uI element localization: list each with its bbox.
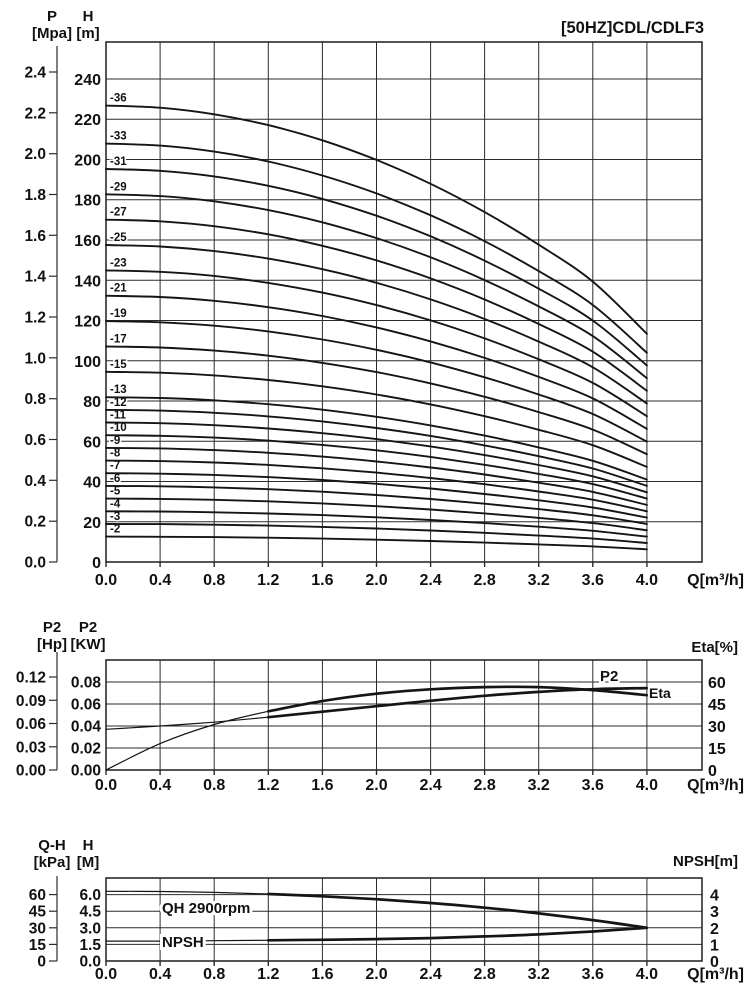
- x-tick-label: 1.2: [257, 966, 280, 983]
- x-tick-label: 2.4: [419, 966, 442, 983]
- x-tick-label: 0.8: [203, 966, 226, 983]
- stage-label: -25: [110, 232, 127, 244]
- kw-tick-label: 0.08: [70, 674, 101, 692]
- x-axis-unit-label: Q[m³/h]: [687, 777, 744, 794]
- h-tick-label: 200: [74, 152, 101, 170]
- stage-label: -11: [110, 409, 126, 422]
- h-tick-label: 240: [74, 72, 101, 89]
- x-tick-label: 0.4: [148, 777, 172, 794]
- npsh-tick-label: 1: [710, 937, 719, 955]
- h-tick-label: 120: [74, 313, 101, 331]
- curve-npsh-bold: [268, 928, 647, 941]
- x-axis-unit-label: Q[m³/h]: [687, 966, 744, 983]
- stage-label: -9: [110, 434, 121, 447]
- stage-label: -7: [110, 460, 121, 473]
- stage-label: -27: [110, 206, 127, 219]
- stage-label: -4: [110, 498, 121, 511]
- x-tick-label: 3.6: [581, 572, 604, 589]
- h-tick-label: 180: [74, 192, 101, 210]
- stage-label: -8: [110, 447, 121, 460]
- left-axis2-title: H: [82, 8, 94, 25]
- x-tick-label: 3.2: [527, 572, 550, 589]
- h-tick-label: 80: [83, 394, 101, 411]
- x-tick-label: 0.8: [203, 572, 226, 589]
- stage-label: -6: [110, 472, 121, 485]
- eta-tick-label: 0: [708, 763, 717, 780]
- x-tick-label: 1.6: [311, 966, 334, 983]
- x-tick-label: 3.2: [527, 777, 550, 794]
- x-tick-label: 1.6: [311, 777, 334, 794]
- x-tick-label: 2.8: [473, 777, 496, 794]
- p-tick-label: 2.4: [24, 64, 46, 82]
- x-axis-unit-label: Q[m³/h]: [687, 572, 744, 589]
- left-axis1-title: P2: [42, 619, 62, 636]
- hp-tick-label: 0.06: [15, 716, 46, 733]
- stage-label: -31: [110, 156, 127, 168]
- h-tick-label: 20: [83, 514, 101, 532]
- stage-label: -23: [110, 257, 127, 270]
- stage-label: -17: [110, 333, 127, 346]
- stage-label: -19: [110, 308, 127, 321]
- stage-label: -21: [110, 282, 127, 295]
- series-label-npsh: NPSH: [162, 934, 204, 951]
- x-tick-label: 1.6: [311, 572, 334, 589]
- p-tick-label: 0.2: [24, 513, 46, 531]
- stage-label: -12: [110, 396, 127, 409]
- m-tick-label: 4.5: [79, 903, 101, 921]
- m-tick-label: 6.0: [79, 887, 101, 905]
- eta-tick-label: 15: [708, 741, 726, 758]
- npsh-tick-label: 4: [710, 887, 719, 905]
- h-tick-label: 100: [74, 353, 101, 371]
- left-axis1-title: [Hp]: [37, 636, 67, 653]
- npsh-axis-title: NPSH[m]: [672, 853, 738, 870]
- left-axis1-title: P: [46, 8, 58, 25]
- kw-tick-label: 0.02: [70, 740, 101, 758]
- p-tick-label: 0.0: [24, 554, 46, 572]
- p-tick-label: 1.8: [24, 187, 46, 204]
- kpa-tick-label: 60: [28, 887, 46, 905]
- series-label-eta: Eta: [649, 685, 671, 701]
- x-tick-label: 0.0: [94, 572, 118, 589]
- stage-label: -29: [110, 181, 127, 194]
- chart-title: [50HZ]CDL/CDLF3: [561, 19, 704, 37]
- left-axis2-title: H: [82, 837, 94, 854]
- x-tick-label: 2.4: [419, 777, 442, 794]
- p-tick-label: 0.4: [24, 472, 46, 490]
- x-tick-label: 2.0: [365, 777, 388, 794]
- left-axis1-title: [Mpa]: [32, 25, 72, 42]
- x-tick-label: 0.4: [148, 966, 172, 983]
- stage-label: -33: [110, 130, 127, 143]
- hp-tick-label: 0.12: [15, 669, 46, 687]
- eta-tick-label: 60: [708, 675, 726, 692]
- p-tick-label: 1.4: [24, 268, 46, 286]
- npsh-tick-label: 3: [710, 904, 719, 922]
- x-tick-label: 2.4: [419, 572, 442, 589]
- left-axis2-title: [m]: [76, 25, 100, 42]
- h-tick-label: 60: [83, 434, 101, 452]
- hp-tick-label: 0.00: [15, 762, 46, 780]
- h-tick-label: 0: [92, 555, 101, 572]
- p-tick-label: 1.2: [24, 309, 46, 327]
- x-tick-label: 3.6: [581, 966, 604, 983]
- kpa-tick-label: 45: [28, 903, 46, 921]
- x-tick-label: 4.0: [635, 572, 659, 589]
- x-tick-label: 4.0: [635, 777, 659, 794]
- kpa-tick-label: 30: [28, 920, 46, 938]
- left-axis2-title: [KW]: [70, 636, 106, 653]
- kpa-tick-label: 0: [37, 953, 46, 971]
- kw-tick-label: 0.06: [70, 696, 101, 714]
- x-tick-label: 1.2: [257, 572, 280, 589]
- series-label-qh: QH 2900rpm: [162, 900, 251, 917]
- eta-axis-title: Eta[%]: [691, 639, 738, 656]
- kw-tick-label: 0.04: [70, 718, 101, 736]
- npsh-tick-label: 0: [710, 954, 719, 971]
- x-tick-label: 0.0: [94, 966, 118, 983]
- stage-label: -10: [110, 422, 127, 435]
- m-tick-label: 3.0: [79, 920, 101, 938]
- p-tick-label: 1.6: [24, 227, 46, 245]
- x-tick-label: 0.4: [148, 572, 172, 589]
- hp-tick-label: 0.09: [15, 692, 46, 710]
- left-axis1-title: [kPa]: [33, 854, 71, 871]
- stage-label: -3: [110, 511, 121, 523]
- x-tick-label: 3.6: [581, 777, 604, 794]
- p-tick-label: 0.6: [24, 432, 46, 449]
- p-tick-label: 0.8: [24, 391, 46, 409]
- x-tick-label: 0.8: [203, 777, 226, 794]
- m-tick-label: 1.5: [79, 936, 101, 954]
- x-tick-label: 3.2: [527, 966, 550, 983]
- h-tick-label: 140: [74, 273, 101, 291]
- left-axis1-title: Q-H: [38, 837, 66, 854]
- x-tick-label: 2.8: [473, 966, 496, 983]
- h-tick-label: 40: [83, 474, 101, 492]
- stage-label: -15: [110, 358, 127, 371]
- x-tick-label: 1.2: [257, 777, 280, 794]
- curve-p2-bold: [268, 688, 647, 717]
- p-tick-label: 2.0: [24, 146, 46, 164]
- x-tick-label: 4.0: [635, 966, 659, 983]
- stage-label: -13: [110, 384, 127, 397]
- h-tick-label: 220: [74, 112, 101, 130]
- m-tick-label: 0.0: [79, 953, 101, 971]
- stage-label: -5: [110, 485, 121, 498]
- left-axis2-title: [M]: [76, 854, 100, 871]
- p-tick-label: 1.0: [24, 350, 46, 368]
- hp-tick-label: 0.03: [15, 739, 46, 757]
- eta-tick-label: 45: [708, 697, 726, 714]
- plot-border: [106, 42, 702, 562]
- stage-label: -2: [110, 523, 121, 536]
- p-tick-label: 2.2: [24, 105, 46, 123]
- x-tick-label: 0.0: [94, 777, 118, 794]
- x-tick-label: 2.8: [473, 572, 496, 589]
- h-tick-label: 160: [74, 233, 101, 250]
- stage-label: -36: [110, 92, 127, 105]
- kpa-tick-label: 15: [28, 936, 46, 954]
- left-axis2-title: P2: [78, 619, 98, 636]
- x-tick-label: 2.0: [365, 966, 388, 983]
- kw-tick-label: 0.00: [70, 762, 101, 780]
- x-tick-label: 2.0: [365, 572, 388, 589]
- series-label-p2: P2: [600, 668, 619, 685]
- eta-tick-label: 30: [708, 719, 726, 736]
- npsh-tick-label: 2: [710, 920, 719, 938]
